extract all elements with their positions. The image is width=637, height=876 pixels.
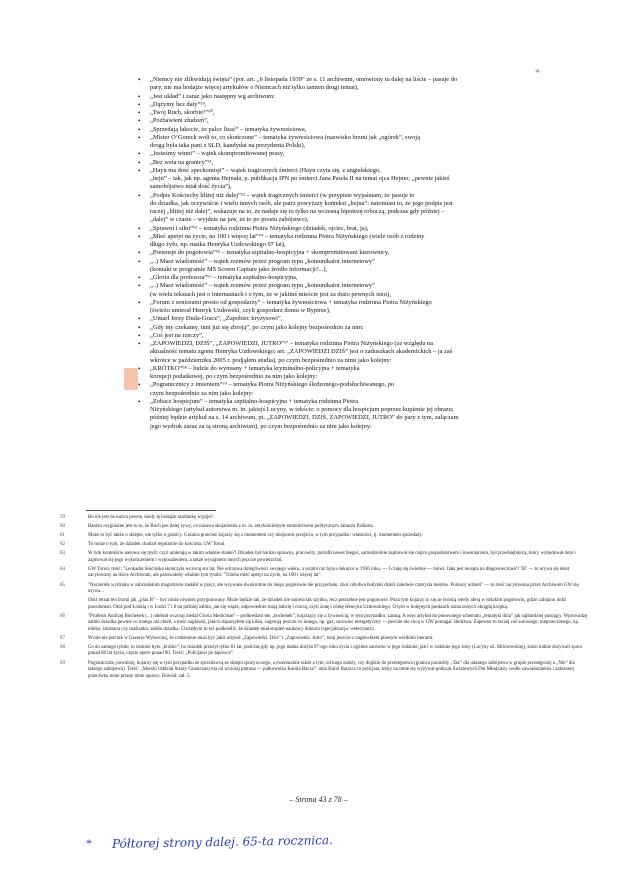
- list-item: „hejn” – tak, jak np. agenta Hejnała, p. publikacja IPN po śmierci Jana Pawła II na temat ojca Hejmo; „pewnie jakieś: [150, 175, 450, 182]
- list-item: (w wielu tekstach jest o internautach i o tym, że w jakimś mieście jest za dużo pewnych istot),: [150, 290, 391, 298]
- footnote-text: Pogranicznik, powtórzę, kojarzy się w tym przypadku ze sprzedawcą ze sklepu spożywczego, a ewentualnie także z tym, od kogo zależy, czy dojdzie do przestępstwa (granica ponieżdy „Tak” dla udanego zabójstwa w grupie przestępczej a „Nie” dla takiego zabójstwa). Treść: „Morski Oddział Straży Granicznej ma od wczoraj patrona — pułkownika Karola Bacza”: otóż Karol Barszcz to policjant, który na mnie się wyżywał podczas Światowych Dni Młodzieży wedle zawiadomienia i założonej przeciwko mnie przeze mnie sprawy. Dowód: zał. 5.: [88, 660, 575, 679]
- list-item: jego wydruk zaraz za tą stroną archiwum), po czym bezpośrednio za nim jako kolejny:: [150, 422, 372, 430]
- list-item: korupcji podatkowej, po czym bezpośrednio za nim jako kolejny:: [150, 373, 318, 380]
- list-item: • „Jest układ” i zaraz jako następny wg archiwum:: [138, 93, 593, 101]
- footnote-number: 68: [60, 644, 65, 650]
- list-item: • „..) Masz wiadomość” – wątek rozmów przez program typu „komunikator internetowy”: [138, 258, 593, 266]
- list-item: • „Hayn ma dość speckomisji” – wątek tragicznych śmierci (Hayn czyta się, z angielskiego,: [138, 167, 593, 175]
- footnote: [60, 524, 590, 531]
- footnote-number: 66: [60, 613, 65, 619]
- footnote-number: 64: [60, 566, 65, 572]
- footnote: [60, 533, 590, 540]
- list-item: • „Coś jest na rzeczy”,: [138, 332, 593, 340]
- footnote-number: 61: [60, 533, 65, 539]
- footnote-text: GW Toruń; treść: "Leokadia Słucińska skończyła wczoraj sto lat. Nie odczuwa dolegliwości swojego wieku, a ostatni raz była u lekarza w 1936 roku. — I czuję się świetnie — mówi. Jaka jest recepta na długowieczność? Ta" — tu urywa się tekst zacytowany na liście Archiwum, ale pasowałoby właśnie tym tytułu: "Trzeba mieć apetyt na życie, na 100 i więcej lat".: [88, 566, 570, 579]
- footnote-number: 67: [60, 635, 65, 641]
- footnote: [60, 583, 590, 596]
- footnote-text: "Naczelnik wydziału w zabrzańskim magistracie zasłabł w pracy, ale wzywane dwukrotnie do niego pogotowie nie przyjechało, choć obydwa budynki dzieli zaledwie czterysta metrów. Pomocy udzieli" — tu treść zacytowana przez Archiwum GW się urywa...: [88, 582, 579, 595]
- footnote: [60, 598, 590, 611]
- list-item: • „Mieć apetyt na życie, na 100 i więcej lat”⁶⁴ – tematyka rodzinna Piotra Niżyńskiego (wiele osób z rodziny: [138, 233, 593, 241]
- list-item: • „Twój Ruch, skorbie!”⁶⁰,: [138, 109, 593, 117]
- page-number: – Strona 43 z 78 –: [289, 795, 348, 804]
- list-item: • „Dążymy bez daty”⁵⁹,: [138, 101, 593, 109]
- bullet-list: [138, 76, 593, 431]
- footnote-text: "Profesor Andrzej Bochenek (...) odebrał wczoraj medal Gloria Medicinae" – podkreślam ten „bochenek”, kojarzący się z żywnością; w tym przypadku: zarazą. A więc artykuł do ponownego schematu „tematyki dnia” jak najbardziej pasujący. Wprowadzę zabiło dziadka pewnie co innego niż chleb, a treść nagłówki, jakich doparzyłem się kilku, sugerują jeszcze co innego, np. gaz, surowiec energetyczny — pewnie nie chcą w GW pomagać śledztwu. Zapewne to raczej coś surowego, nieprzeczonego, np. mleko, śmietana czy maślanka, zabiło dziadka. Chciałbym to też podkreślić, że dziadek miał stopień naukowy doktora (specjalizacja: weterynarz).: [88, 613, 588, 632]
- handwritten-star-mark: *: [535, 68, 540, 79]
- list-item: • „Umarł Jerzy Duda-Gracz”, „Zapobiec kryzysowi”,: [138, 315, 593, 323]
- footnote-number: 63: [60, 551, 65, 557]
- list-item: (świeżo umierał Henryk Uzdowski, czyli gospodarz domu w Rypinie),: [150, 307, 331, 314]
- footnote: [60, 645, 590, 658]
- list-item: • „Gloria dla profesora”⁶⁶ – tematyka szpitalno-hospicyjna,: [138, 274, 593, 282]
- handwritten-note: Półtorej strony dalej. 65-ta rocznica.: [111, 833, 333, 851]
- list-item: • „Pretensje do pogotowia”⁶⁵ – tematyka szpitalno-hospicyjna + skompromitowani kierownicy,: [138, 249, 593, 257]
- list-item: • „Mister O’Goreck woli to, co skończone” – tematyka żywnościowa (nazwisko brzmi jak „ogórek”, swoją: [138, 134, 593, 142]
- list-item: samobójstwo miał dość życia”),: [150, 183, 232, 191]
- footnote-text: W tym kontekście nasuwa się myśl: czyż umierają w takim właśnie stanie?! Dziadek był bardzo sprawny, pracowity, potrafił nawet biegać, samodzielnie zajmował się całym gospodarstwem i inwentarzem, był przedsiębiorcą, który wybudował dom i zajmował się jego wykończeniem i wyposażeniem, a także wynajmem innych jeszcze powierzchni.: [88, 551, 576, 563]
- footnote-number: 60: [60, 524, 65, 530]
- footnote-text: Co do samego tytułu, to istotnie było „krótko”, bo dziadek przeżył tylko 81 lat, podczas gdy np. jego matka dożyła 97-ego roku życia i ogólnie zarówno w jego rodzinie, jak i w rodzinie jego żony (Lucyny zd. Milczewskiej), starsi ludzie dożywali sporo ponad 80 lat życia, często sporo ponad 90. Treść: „Policjanci po łapówce”.: [88, 644, 583, 657]
- list-item: do dziadka, jak oczywiście i wielu innych osób, ale patrz powyższy kontekst „hejna”; natomiast to, że jego podpis jest: [150, 199, 453, 207]
- footnote: [60, 515, 590, 522]
- footnote-number: 59: [60, 515, 65, 520]
- footnote: [60, 567, 590, 580]
- list-item: • „..) Masz wiadomość” – wątek rozmów przez program typu „komunikator internetowy”: [138, 282, 593, 290]
- list-item: pary, nie ma bodajże więcej artykułów o Niemcach niż tylko tamten drugi temat),: [150, 84, 359, 92]
- list-item: czym bezpośrednio za nim jako kolejny:: [150, 389, 254, 397]
- footnote: [60, 614, 590, 634]
- footnote-text: Wcale nie jest tak w Gazecie Wyborczej, że codziennie musi być jakiś artykuł „Zapowiedzi. Dziś” i „Zapowiedzi. Jutro”, tutaj jeszcze z nagłówkiem pisanym wielkimi literami.: [88, 635, 434, 641]
- list-item: • „Pogranicznicy z imieniem”⁶⁹ – tematyka Piotra Niżyńskiego śledzonego-podsłuchiwanego, po: [138, 381, 593, 389]
- list-item: długo żyło, np. matka Henryka Uzdowskiego 97 lat),: [150, 241, 286, 248]
- list-item: • „Podpis Kościechy bliżej niż dalej”⁶² – wątek tragicznych śmierci (w przypisie wyjaśniam, że pasuje to: [138, 192, 593, 200]
- list-item: • „Bez weta na granicy”⁶¹,: [138, 159, 593, 167]
- list-item: • „Sprzedają łakocie, że palce lizać” – tematyka żywnościowa,: [138, 126, 593, 134]
- footnote-text: Otóż temat ten brzmi jak „plan B” – być może również przygotowany. Może będzie tak, że dziadek nie umiera tak szybko, lecz potrzebne jest pogotowie. Poza tym kojarzy to się ze świeżą wtedy aferą w łódzkim pogotowiu, gdzie zabijano ludzi pawulonem. Otóż pod Łodzią i w Łodzi 7 i 8 lat później zabito, jak się wiąże, odpowiednio mają babcię i ciocią, czyli żonę i córkę Henryka Uzdowskiego. O tym w kolejnych punktach oznaczonych okrągłą kropką.: [88, 598, 567, 610]
- footnote: [60, 542, 590, 549]
- footnote-text: Może to być także o sklepie, nie tylko o granicy. Granica przecież kojarzy się z momentem czy miejscem przejścia, w tym przypadku: własności, tj. momentem sprzedaży.: [88, 533, 423, 539]
- footnote-number: 65: [60, 582, 65, 588]
- footnote: [60, 661, 590, 681]
- list-item: raczej „bliżej niż dalej”, wskazuje na to, że nadaje się to tylko na wczesną hipotezę roboczą, podczas gdy później –: [150, 208, 445, 215]
- list-item: • „Gdy my czekamy, inni już się zbroją”, po czym jako kolejny bezpośrednio za nim:: [138, 324, 593, 332]
- footnote: [60, 551, 590, 564]
- list-item: • „Zobacz hospicjum” – tematyka szpitalno-hospicyjna + tematyka rodzinna Piotra: [138, 398, 593, 406]
- list-item: • „Jesteśmy winni” – wątek skompromitowanej prasy,: [138, 150, 593, 158]
- footnote-number: 69: [60, 660, 65, 666]
- list-item: • „ZAPOWIEDZI, DZIŚ”, „ZAPOWIEDZI, JUTRO”⁶⁷ – tematyka rodzinna Piotra Niżyńskiego (ze względu na: [138, 340, 593, 348]
- footnote-text: Bo nie jest do końca pewne, kiedy tę bodajże maślankę wypije?: [88, 515, 213, 520]
- list-item: później będzie artykuł na s. 14 archiwum, pt. „ZAPOWIEDZI, DZIŚ, ZAPOWIEDZI, JUTRO” do pary z tym, załączam: [150, 414, 459, 422]
- list-item: • „Sprawni i silni”⁶³ – tematyka rodzinna Piotra Niżyńskiego (dziadek, ojciec, brat, ja),: [138, 225, 593, 233]
- list-item: „dalej” w czasie – wyjdzie na jaw, że to po prostu zabójstwo),: [150, 216, 309, 224]
- footnote-number: 62: [60, 542, 65, 548]
- footnote-separator: [86, 510, 216, 511]
- list-item: • „KRÓTKO”⁶⁸ – ludzie do wymiany + tematyka kryminalno-policyjna + tematyka: [138, 365, 593, 373]
- list-item: drogą była taka pani z SLD, kandydat na prezydenta Polski),: [150, 142, 306, 149]
- list-item: • „Pozbawieni złudzeń”,: [138, 117, 593, 125]
- list-item: • „Forum z seniorami prosto od gospodarzy” – tematyka żywnościowa + tematyka rodzinna Piotra Niżyńskiego: [138, 299, 593, 307]
- list-item: (kontakt w programie MS Screen Capture jako źródło informacji?...),: [150, 265, 328, 273]
- footnote-text: Bardzo oryginalne jest to to, że Ruch jest dalej żywy, co nasuwa skojarzenia z m. in. antykościelnym stronnictwem politycznym Janusza Palikota.: [88, 524, 374, 530]
- list-item: aktualność tematu zgonu Henryka Uzdowskiego; art. „ZAPOWIEDZI DZIŚ” jest o zaduszkach akademickich – ja zaś: [150, 348, 453, 356]
- footnote-number: [60, 598, 88, 611]
- list-item: wkrótce w październiku 2005 r. podjąłem studia), po czym bezpośrednio za nimi jako kolejny:: [150, 356, 392, 364]
- highlighter-mark: [124, 368, 138, 390]
- footnote: [60, 636, 590, 643]
- handwritten-asterisk: *: [86, 836, 92, 850]
- list-item: • „Niemcy nie zlikwidują święta” (por. art. „6 listopada 1939” ze s. 11 archiwum, omówiony tu dalej na liście – pasuje do: [138, 76, 593, 84]
- footnote-text: To może o tym, że dziadek chodził regularnie do kościoła; GW Toruń.: [88, 542, 226, 548]
- list-item: Niżyńskiego (artykuł autorstwa m. in. jakiejś Lucyny, w tekście: o pomocy dla hospicjum poprzez kupienie jej obrazu;: [150, 406, 454, 413]
- footnotes: [60, 515, 590, 683]
